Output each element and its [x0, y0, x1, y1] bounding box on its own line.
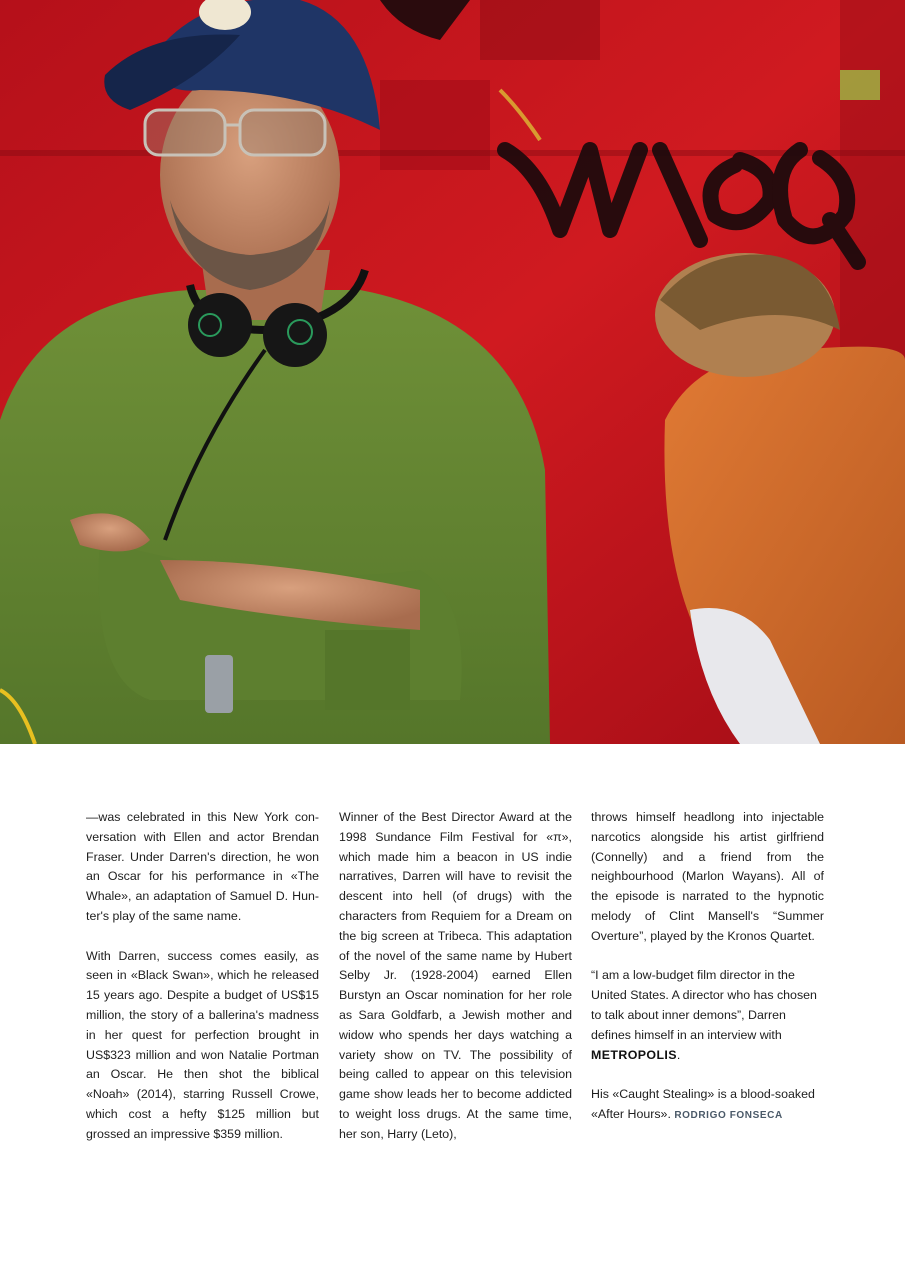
author-byline: RODRIGO FONSECA [674, 1109, 783, 1121]
paragraph: —was celebrated in this New York conversation with Ellen and actor Brendan Fraser. Under Darren's direction, he won an Oscar for his performance in «The Whale», an adaptation of Samuel D. Hunter's play of the same name. [86, 810, 319, 923]
article-column-3 [591, 808, 824, 1146]
paragraph [591, 1085, 824, 1126]
article-column-1 [86, 808, 319, 1164]
paragraph: With Darren, success comes easily, as seen in «Black Swan», which he released 15 years ago. Despite a budget of US$15 million, the story of a ballerina's madness in her quest for perfection brought in US$323 million and won Natalie Portman an Oscar. He then shot the biblical «Noah» (2014), starring Russell Crowe, which cost a hefty $125 million but grossed an impressive $359 million. [86, 948, 319, 1141]
magazine-name: METROPOLIS [591, 1047, 677, 1062]
closing-text: His «Caught Stealing» is a blood-soaked «After Hours». [591, 1087, 815, 1121]
article-body [86, 808, 824, 1248]
quote-text: “I am a low-budget film director in the United States. A director who has chosen to talk about inner demons”, Darren defines himself in an interview with [591, 968, 817, 1042]
paragraph [591, 966, 824, 1065]
paragraph: Winner of the Best Director Award at the 1998 Sundance Film Festival for «π», which made him a beacon in US indie narratives, Darren will have to revisit the descent into hell (of drugs) with the characters from Requiem for a Dream on the big screen at Tribeca. This adaptation of the novel of the same name by Hubert Selby Jr. (1928-2004) earned Ellen Burstyn an Oscar nomination for her role as Sara Goldfarb, a Jewish mother and widow who spends her days watching a variety show on TV. The possibility of being called to appear on this television game show leads her to become addicted to weight loss drugs. At the same time, her son, Harry (Leto), [339, 810, 572, 1141]
article-column-2 [339, 808, 572, 1164]
punctuation: . [676, 1047, 681, 1062]
paragraph: throws himself headlong into injectable narcotics alongside his artist girlfriend (Connelly) and a friend from the neighbourhood (Marlon Wayans). All of the episode is narrated to the hypnotic melody of Clint Mansell's “Summer Overture”, played by the Kronos Quartet. [591, 810, 824, 943]
